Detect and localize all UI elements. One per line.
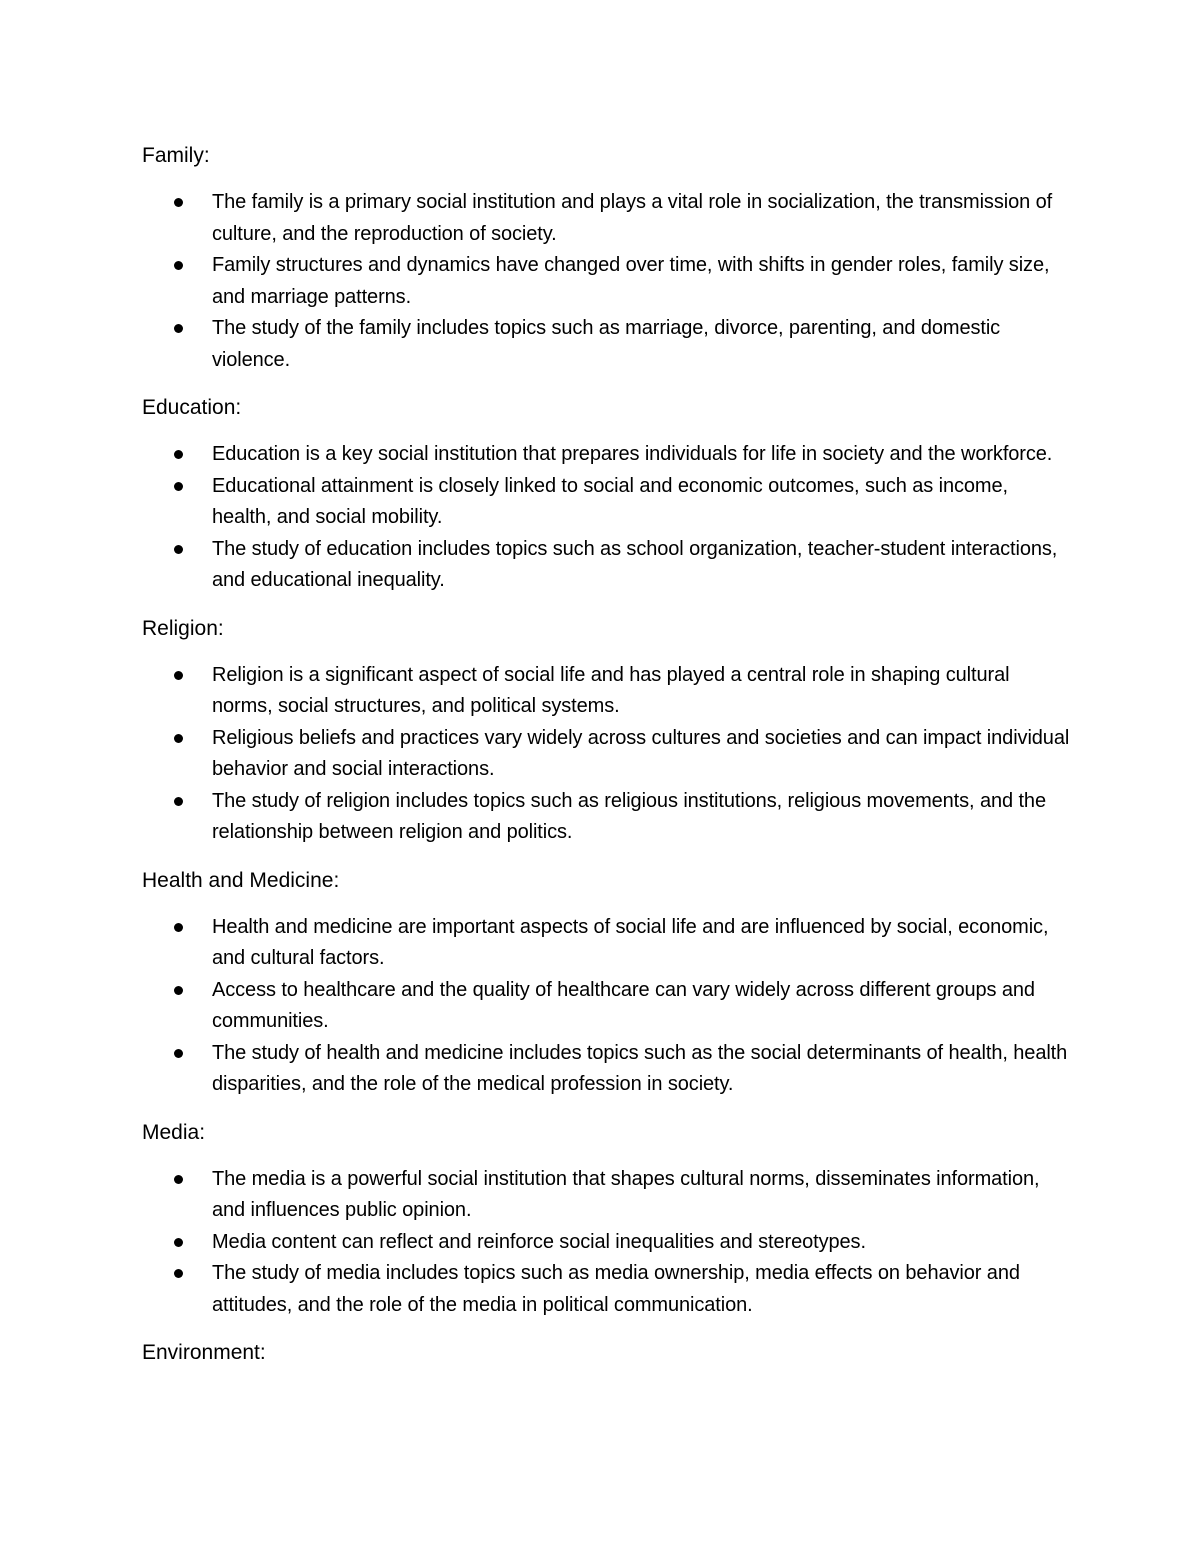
section-education (142, 392, 1072, 597)
document-body (142, 140, 1072, 1384)
list-item-text: Health and medicine are important aspects of social life and are influenced by social, economic, and cultural factors. (212, 915, 1049, 969)
section-religion (142, 613, 1072, 849)
list-item-text: Family structures and dynamics have changed over time, with shifts in gender roles, family size, and marriage patterns. (212, 254, 1050, 308)
bullet-dot-icon (174, 1049, 183, 1058)
list-item-text: The study of health and medicine includes topics such as the social determinants of health, health disparities, and the role of the medical profession in society. (212, 1041, 1068, 1095)
list-item (142, 250, 1072, 313)
bullet-dot-icon (174, 324, 183, 333)
bullet-dot-icon (174, 261, 183, 270)
list-item-text: The study of the family includes topics such as marriage, divorce, parenting, and domestic violence. (212, 317, 1001, 371)
list-item (142, 660, 1072, 723)
list-item (142, 786, 1072, 849)
bullet-dot-icon (174, 482, 183, 491)
list-item-text: The study of media includes topics such as media ownership, media effects on behavior and attitudes, and the role of the media in political communication. (212, 1262, 1020, 1316)
section-heading: Religion: (142, 616, 224, 640)
list-item-text: The media is a powerful social institution that shapes cultural norms, disseminates information, and influences public opinion. (212, 1167, 1040, 1221)
bullet-dot-icon (174, 923, 183, 932)
section-heading: Family: (142, 144, 210, 167)
section-media (142, 1117, 1072, 1322)
section-heading: Health and Medicine: (142, 868, 340, 892)
list-item-text: Educational attainment is closely linked to social and economic outcomes, such as income, health, and social mobility. (212, 474, 1008, 528)
bullet-dot-icon (174, 545, 183, 554)
bullet-list (142, 660, 1072, 849)
list-item (142, 723, 1072, 786)
list-item (142, 534, 1072, 597)
list-item-text: Access to healthcare and the quality of healthcare can vary widely across different groups and communities. (212, 978, 1035, 1032)
list-item (142, 1227, 1072, 1259)
section-family (142, 140, 1072, 376)
list-item (142, 471, 1072, 534)
bullet-dot-icon (174, 450, 183, 459)
bullet-dot-icon (174, 1269, 183, 1278)
list-item (142, 912, 1072, 975)
bullet-list (142, 439, 1072, 597)
bullet-dot-icon (174, 1175, 183, 1184)
list-item-text: The study of education includes topics such as school organization, teacher-student interactions, and educational inequality. (212, 537, 1058, 591)
list-item (142, 313, 1072, 376)
list-item-text: Media content can reflect and reinforce social inequalities and stereotypes. (212, 1230, 866, 1253)
section-environment (142, 1337, 1072, 1368)
bullet-dot-icon (174, 1238, 183, 1247)
list-item (142, 1038, 1072, 1101)
bullet-dot-icon (174, 986, 183, 995)
section-heading: Environment: (142, 1341, 266, 1364)
section-health-and-medicine (142, 865, 1072, 1101)
bullet-list (142, 1164, 1072, 1322)
section-heading: Media: (142, 1120, 206, 1144)
bullet-dot-icon (174, 797, 183, 806)
list-item-text: The study of religion includes topics such as religious institutions, religious movements, and the relationship between religion and politics. (212, 789, 1046, 843)
bullet-list (142, 187, 1072, 376)
bullet-dot-icon (174, 734, 183, 743)
list-item (142, 975, 1072, 1038)
bullet-dot-icon (174, 198, 183, 207)
list-item (142, 187, 1072, 250)
list-item-text: Religious beliefs and practices vary widely across cultures and societies and can impact individual behavior and social interactions. (212, 726, 1070, 780)
bullet-dot-icon (174, 671, 183, 680)
list-item-text: Education is a key social institution that prepares individuals for life in society and the workforce. (212, 443, 1053, 465)
bullet-list (142, 912, 1072, 1101)
list-item (142, 1258, 1072, 1321)
list-item-text: The family is a primary social institution and plays a vital role in socialization, the transmission of culture, and the reproduction of society. (212, 191, 1053, 245)
section-heading: Education: (142, 396, 242, 419)
list-item-text: Religion is a significant aspect of social life and has played a central role in shaping cultural norms, social structures, and political systems. (212, 663, 1010, 717)
list-item (142, 439, 1072, 471)
list-item (142, 1164, 1072, 1227)
